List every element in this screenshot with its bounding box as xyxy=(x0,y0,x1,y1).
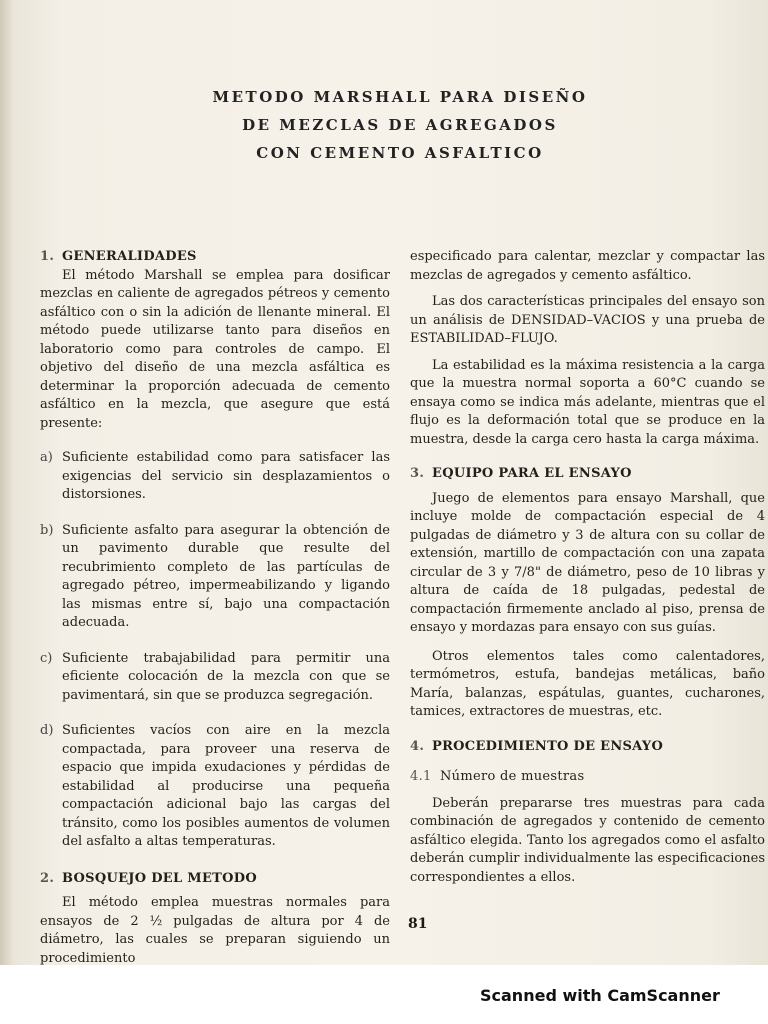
section-4-heading xyxy=(410,738,765,757)
scanner-watermark: Scanned with CamScanner xyxy=(480,986,720,1005)
page-number: 81 xyxy=(408,916,428,932)
characteristics-paragraph: Las dos características principales del ensayo son un análisis de DENSIDAD–VACIOS y una prueba de ESTABILIDAD–FLUJO. xyxy=(410,294,765,346)
title-line-3: CON CEMENTO ASFALTICO xyxy=(256,144,544,162)
section-3-paragraph-1: Juego de elementos para ensayo Marshall, que incluye molde de compactación especial de 4 pulgadas de diámetro y 3 de altura con su collar de extensión, martillo de compactación con una zapata circular de 3 y 7/8" de diámetro, peso de 10 libras y altura de caída de 18 pulgadas, pedestal de compactación firmemente anclado al piso, prensa de ensayo y mordazas para ensayo con sus guías. xyxy=(410,490,765,635)
title-line-2: DE MEZCLAS DE AGREGADOS xyxy=(242,116,558,134)
list-item-a-text: Suficiente estabilidad como para satisfacer las exigencias del servicio sin desplazamientos o distorsiones. xyxy=(62,450,390,502)
subsection-4-1-heading xyxy=(410,768,765,787)
section-1-number: 1. xyxy=(40,249,55,264)
section-4-number: 4. xyxy=(410,738,425,754)
right-column xyxy=(410,248,765,887)
list-item-c-label: c) xyxy=(40,650,53,666)
subsection-4-1-paragraph: Deberán prepararse tres muestras para cada combinación de agregados y contenido de cemento asfáltico elegida. Tanto los agregados como el asfalto deberán cumplir individualmente las especificaciones correspondientes a ellos. xyxy=(410,795,765,885)
section-2-number: 2. xyxy=(40,870,55,886)
section-2-paragraph: El método emplea muestras normales para ensayos de 2 ½ pulgadas de altura por 4 de diámetro, las cuales se preparan siguiendo un procedimiento xyxy=(40,895,390,965)
list-item-a-label: a) xyxy=(40,450,53,465)
section-3-number: 3. xyxy=(410,466,425,481)
left-column xyxy=(40,248,390,965)
list-item-d xyxy=(40,722,390,852)
list-item-c xyxy=(40,650,390,706)
page-gutter-shadow xyxy=(0,0,14,965)
list-item-d-text: Suficientes vacíos con aire en la mezcla compactada, para proveer una reserva de espacio que impida exudaciones y pérdidas de estabilidad al producirse una pequeña compactación adicional bajo las cargas del tránsito, como los posibles aumentos de volumen del asfalto a altas temperaturas. xyxy=(62,723,390,849)
section-3-paragraph-2: Otros elementos tales como calentadores, termómetros, estufa, bandejas metálicas, baño María, balanzas, espátulas, guantes, cucharones, tamices, extractores de muestras, etc. xyxy=(410,648,765,719)
list-item-b-text: Suficiente asfalto para asegurar la obtención de un pavimento durable que resulte del recubrimiento completo de las partículas de agregado pétreo, impermeabilizando y ligando las mismas entre sí, bajo una compactación adecuada. xyxy=(62,522,390,630)
title-line-1: METODO MARSHALL PARA DISEÑO xyxy=(212,88,588,106)
section-4-title: PROCEDIMIENTO DE ENSAYO xyxy=(432,738,664,754)
section-2-heading xyxy=(40,870,390,889)
list-item-a xyxy=(40,449,390,505)
continued-paragraph: especificado para calentar, mezclar y compactar las mezclas de agregados y cemento asfáltico. xyxy=(410,249,765,283)
list-item-b xyxy=(40,522,390,633)
section-1-paragraph: El método Marshall se emplea para dosificar mezclas en caliente de agregados pétreos y cemento asfáltico con o sin la adición de llenante mineral. El método puede utilizarse tanto para diseños en laboratorio como para controles de campo. El objetivo del diseño de una mezcla asfáltica es determinar la proporción adecuada de cemento asfáltico en la mezcla, que asegure que está presente: xyxy=(40,267,390,431)
stability-paragraph: La estabilidad es la máxima resistencia a la carga que la muestra normal soporta a 60°C cuando se ensaya como se indica más adelante, mientras que el flujo es la deformación total que se produce en la muestra, desde la carga cero hasta la carga máxima. xyxy=(410,357,765,447)
section-3-heading xyxy=(410,465,765,484)
section-1-heading xyxy=(40,248,390,267)
subsection-4-1-number: 4.1 xyxy=(410,769,432,784)
list-item-b-label: b) xyxy=(40,522,54,538)
section-2-title: BOSQUEJO DEL METODO xyxy=(62,870,257,886)
list-item-c-text: Suficiente trabajabilidad para permitir una eficiente colocación de la mezcla con que se pavimentará, sin que se produzca segregación. xyxy=(62,650,390,703)
section-1-title: GENERALIDADES xyxy=(62,249,197,264)
subsection-4-1-title: Número de muestras xyxy=(440,769,585,784)
list-item-d-label: d) xyxy=(40,723,54,738)
section-3-title: EQUIPO PARA EL ENSAYO xyxy=(432,466,632,481)
